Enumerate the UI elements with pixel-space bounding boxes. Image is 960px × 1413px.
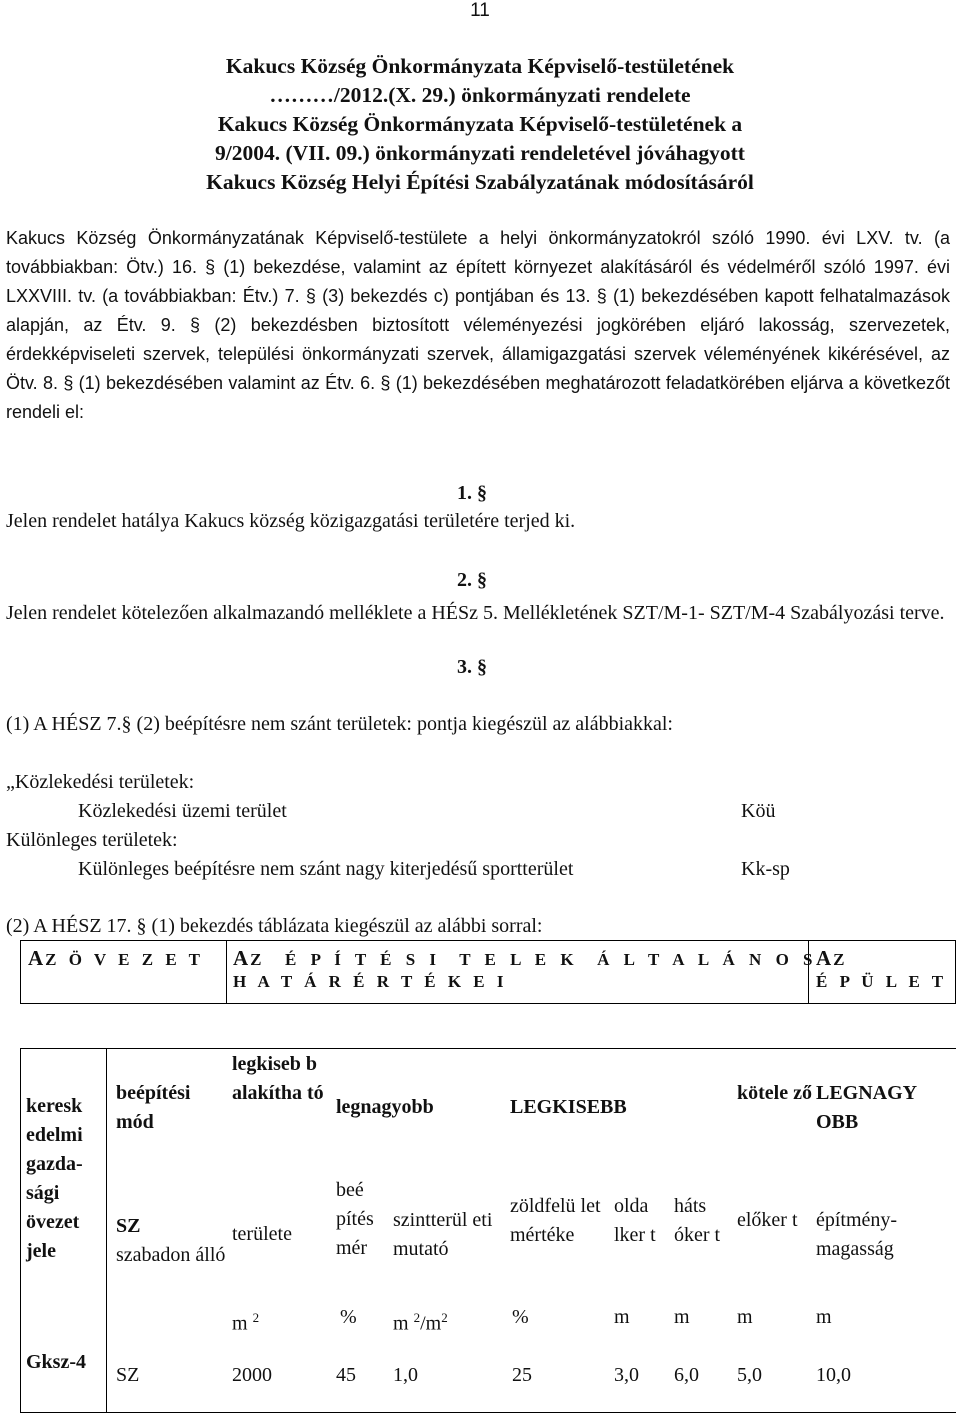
list-item-code: Kk-sp: [741, 858, 790, 880]
value-coverage: 45: [336, 1364, 356, 1386]
title-line: Kakucs Község Önkormányzata Képviselő-testületének a: [217, 112, 743, 136]
list-category: „Közlekedési területek:: [6, 771, 195, 793]
zone-code: Gksz-4: [26, 1351, 86, 1373]
section-2-text: Jelen rendelet kötelezően alkalmazandó melléklete a HÉSz 5. Mellékletének SZT/M-1- SZT/M-4 Szabályozási terve.: [6, 602, 945, 624]
list-item-code: Köü: [741, 800, 776, 822]
unit-height: m: [816, 1306, 832, 1328]
value-floor-index: 1,0: [393, 1364, 418, 1386]
mandatory-column-head: kötele ző: [737, 1082, 812, 1104]
section-3-paragraph-2: (2) A HÉSZ 17. § (1) bekezdés táblázata kiegészül az alábbi sorral:: [6, 915, 543, 937]
unit-green: %: [512, 1306, 529, 1328]
section-1-heading: 1. §: [457, 482, 487, 504]
value-rear: 6,0: [674, 1364, 699, 1386]
value-green: 25: [512, 1364, 532, 1386]
zone-header: AZ Ö V E Z E T: [28, 946, 204, 970]
lot-header-line1: AZ É P Í T É S I T E L E K Á L T A L Á N O S: [233, 946, 818, 970]
unit-area: m $^2$: [232, 1310, 260, 1335]
title-line: Kakucs Község Helyi Építési Szabályzatának módosításáról: [206, 170, 754, 194]
value-front: 5,0: [737, 1364, 762, 1386]
min-lot-column-head: legkiseb b alakítha tó: [232, 1053, 324, 1104]
list-item-name: Különleges beépítésre nem szánt nagy kiterjedésű sportterület: [78, 858, 574, 880]
max-upper-column-head: LEGNAGY OBB: [816, 1082, 917, 1133]
page-number: 11: [470, 0, 490, 21]
list-item-name: Közlekedési üzemi terület: [78, 800, 287, 822]
preamble-paragraph: Kakucs Község Önkormányzatának Képviselő-testülete a helyi önkormányzatokról szóló 1990. évi LXV. tv. (a továbbiakban: Ötv.) 16. § (1) bekezdése, valamint az épített környezet alakításáról és védelméről szóló 1997. évi LXXVIII. tv. (a továbbiakban: Étv.) 7. § (3) bekezdés c) pontjában és 13. § (1) bekezdésében kapott felhatalmazások alapján, az Étv. 9. § (2) bekezdésben biztosított véleményezési jogkörében eljáró lakosság, szervezetek, érdekképviseleti szervek, települési önkormányzati szervek, államigazgatási szervek véleményének kikérésével, az Ötv. 8. § (1) bekezdésében valamint az Étv. 6. § (1) bekezdésében meghatározott feladatkörében eljárva a következőt rendeli el:: [6, 228, 950, 422]
coverage-subhead: beé pítés mér: [336, 1179, 374, 1259]
unit-side: m: [614, 1306, 630, 1328]
unit-rear: m: [674, 1306, 690, 1328]
value-build-mode: SZ: [116, 1364, 140, 1386]
min-column-head: LEGKISEBB: [510, 1096, 627, 1118]
build-mode-column-head: beépítési mód: [116, 1082, 191, 1133]
section-3-heading: 3. §: [457, 656, 487, 678]
value-area: 2000: [232, 1364, 272, 1386]
build-mode-desc: szabadon álló: [116, 1244, 226, 1266]
build-mode-code: SZ: [116, 1215, 141, 1237]
value-side: 3,0: [614, 1364, 639, 1386]
building-header-line1: AZ: [816, 946, 849, 970]
section-2-heading: 2. §: [457, 569, 487, 591]
unit-floor-index: m $^2/m^2$: [393, 1310, 448, 1335]
zone-column-head: keresk edelmi gazda-sági övezet jele: [26, 1095, 83, 1262]
side-yard-subhead: olda lker t: [614, 1195, 656, 1246]
title-line: 9/2004. (VII. 09.) önkormányzati rendeletével jóváhagyott: [215, 141, 745, 165]
title-line: ………/2012.(X. 29.) önkormányzati rendelete: [269, 83, 691, 107]
area-subhead: területe: [232, 1223, 292, 1245]
height-subhead: építmény-magasság: [816, 1209, 898, 1260]
rear-yard-subhead: háts óker t: [674, 1195, 721, 1246]
title-line: Kakucs Község Önkormányzata Képviselő-testületének: [225, 54, 735, 78]
floor-index-subhead: szintterül eti mutató: [393, 1209, 493, 1260]
lot-header-line2: H A T Á R É R T É K E I: [233, 972, 508, 991]
building-header-line2: É P Ü L E T: [816, 972, 948, 991]
max-column-head: legnagyobb: [336, 1096, 434, 1118]
list-category: Különleges területek:: [6, 829, 178, 851]
section-1-text: Jelen rendelet hatálya Kakucs község közigazgatási területére terjed ki.: [6, 510, 576, 532]
green-subhead: zöldfelü let mértéke: [510, 1195, 601, 1246]
unit-front: m: [737, 1306, 753, 1328]
section-3-paragraph-1: (1) A HÉSZ 7.§ (2) beépítésre nem szánt területek: pontja kiegészül az alábbiakkal:: [6, 713, 673, 735]
front-yard-subhead: előker t: [737, 1209, 798, 1231]
value-height: 10,0: [816, 1364, 851, 1386]
unit-coverage: %: [340, 1306, 357, 1328]
document-title: [0, 52, 960, 197]
